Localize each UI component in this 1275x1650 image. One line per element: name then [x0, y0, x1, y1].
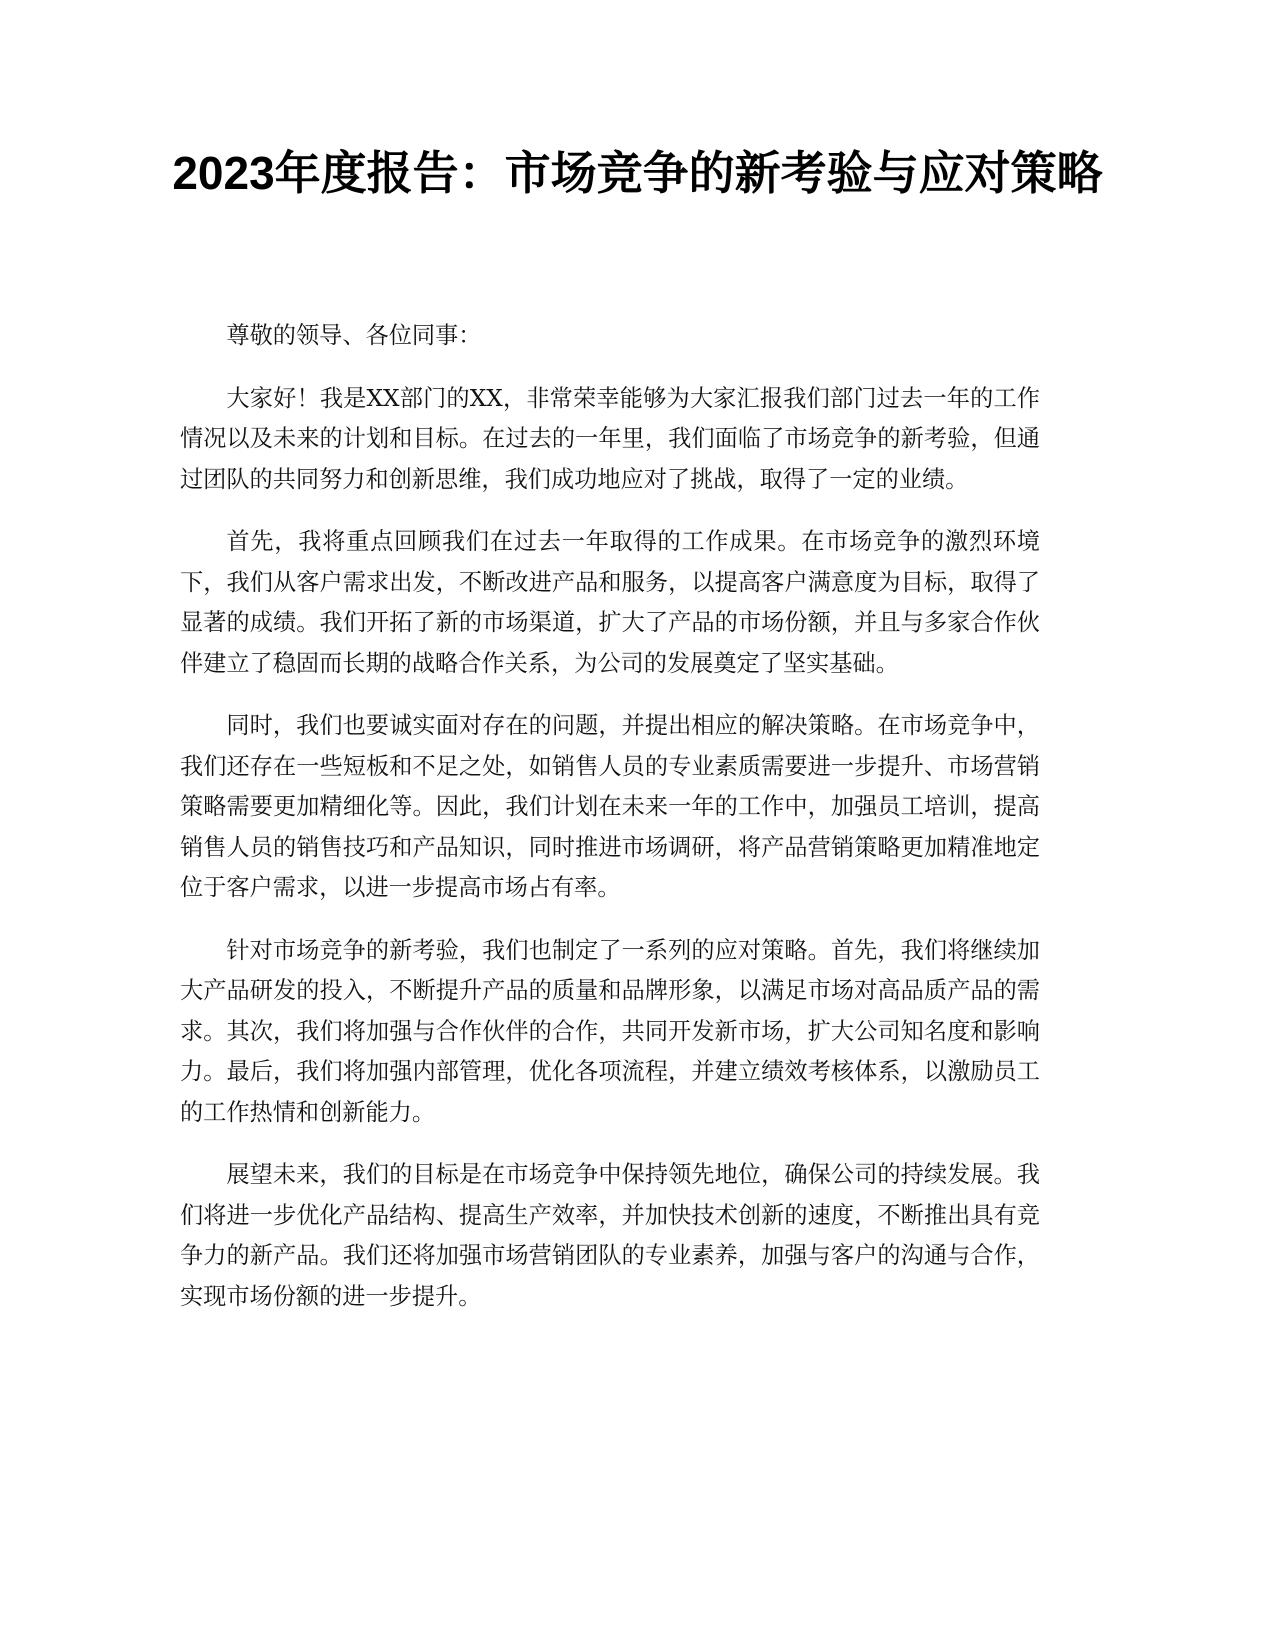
paragraph-problems: 同时，我们也要诚实面对存在的问题，并提出相应的解决策略。在市场竞争中，我们还存在一些短板和不足之处，如销售人员的专业素质需要进一步提升、市场营销策略需要更加精细化等。因此，我们计划在未来一年的工作中，加强员工培训，提高销售人员的销售技巧和产品知识，同时推进市场调研，将产品营销策略更加精准地定位于客户需求，以进一步提高市场占有率。 — [180, 712, 1040, 901]
paragraph-intro: 大家好！我是XX部门的XX，非常荣幸能够为大家汇报我们部门过去一年的工作情况以及未来的计划和目标。在过去的一年里，我们面临了市场竞争的新考验，但通过团队的共同努力和创新思维，我们成功地应对了挑战，取得了一定的业绩。 — [180, 384, 1040, 493]
paragraph-outlook: 展望未来，我们的目标是在市场竞争中保持领先地位，确保公司的持续发展。我们将进一步优化产品结构、提高生产效率，并加快技术创新的速度，不断推出具有竞争力的新产品。我们还将加强市场营销团队的专业素养，加强与客户的沟通与合作，实现市场份额的进一步提升。 — [180, 1161, 1040, 1310]
document-body — [180, 316, 1040, 1339]
paragraph-strategies: 针对市场竞争的新考验，我们也制定了一系列的应对策略。首先，我们将继续加大产品研发的投入，不断提升产品的质量和品牌形象，以满足市场对高品质产品的需求。其次，我们将加强与合作伙伴的合作，共同开发新市场，扩大公司知名度和影响力。最后，我们将加强内部管理，优化各项流程，并建立绩效考核体系，以激励员工的工作热情和创新能力。 — [180, 936, 1040, 1126]
document-title: 2023年度报告：市场竞争的新考验与应对策略 — [172, 147, 1103, 199]
paragraph-achievements: 首先，我将重点回顾我们在过去一年取得的工作成果。在市场竞争的激烈环境下，我们从客户需求出发，不断改进产品和服务，以提高客户满意度为目标，取得了显著的成绩。我们开拓了新的市场渠道，扩大了产品的市场份额，并且与多家合作伙伴建立了稳固而长期的战略合作关系，为公司的发展奠定了坚实基础。 — [180, 528, 1040, 677]
greeting: 尊敬的领导、各位同事： — [226, 322, 482, 349]
